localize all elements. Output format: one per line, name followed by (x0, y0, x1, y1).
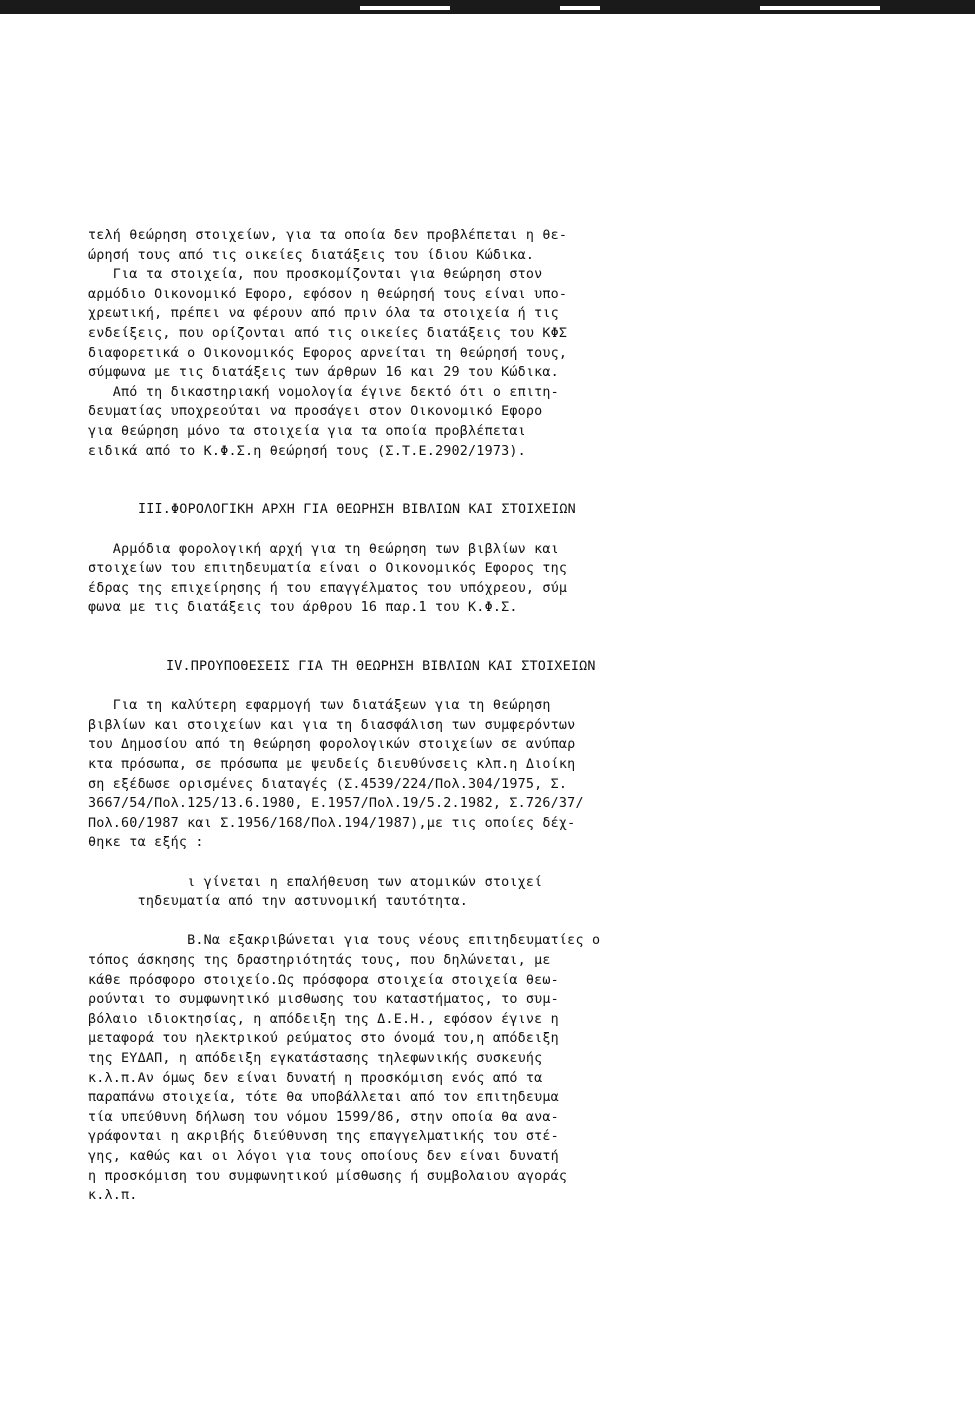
spacer (88, 618, 828, 638)
text-line: τία υπεύθυνη δήλωση του νόμου 1599/86, στην οποία θα ανα- (88, 1109, 559, 1125)
text-line: ρούνται το συμφωνητικό μισθωσης του καταστήματος, το συμ- (88, 992, 559, 1008)
text-line: ειδικά από το Κ.Φ.Σ.η θεώρησή τους (Σ.Τ.Ε.2902/1973). (88, 443, 526, 459)
text-line: βιβλίων και στοιχείων και για τη διασφάλιση των συμφερόντων (88, 717, 576, 733)
paragraph-armodia-arxi (88, 540, 828, 618)
paragraph-proscomizomena-stoixeia (88, 265, 828, 383)
text-line: Πολ.60/1987 και Σ.1956/168/Πολ.194/1987),με τις οποίες δέχ- (88, 815, 576, 831)
text-line: αρμόδιο Οικονομικό Εφορο, εφόσον η θεώρησή τους είναι υπο- (88, 286, 568, 302)
paragraph-nomologia (88, 383, 828, 461)
paragraph-proypotheseis (88, 696, 828, 853)
text-line: κάθε πρόσφορο στοιχείο.Ως πρόσφορα στοιχεία στοιχεία θεω- (88, 972, 559, 988)
list-item-a (88, 873, 828, 912)
scan-top-border (0, 0, 975, 14)
text-line: τόπος άσκησης της δραστηριότητάς τους, που δηλώνεται, με (88, 952, 551, 968)
spacer (88, 912, 828, 932)
text-line: ι γίνεται η επαλήθευση των ατομικών στοιχεί (88, 874, 543, 890)
section-heading-iv: IV.ΠΡΟΥΠΟΘΕΣΕΙΣ ΓΙΑ ΤΗ ΘΕΩΡΗΣΗ ΒΙΒΛΙΩΝ ΚΑΙ ΣΤΟΙΧΕΙΩΝ (166, 659, 596, 675)
text-line: τελή θεώρηση στοιχείων, για τα οποία δεν προβλέπεται η θε- (88, 228, 568, 243)
text-line: για θεώρηση μόνο τα στοιχεία για τα οποία προβλέπεται (88, 423, 526, 439)
text-line: Β.Να εξακριβώνεται για τους νέους επιτηδευματίες ο (88, 933, 601, 949)
text-line: ενδείξεις, που ορίζονται από τις οικείες διατάξεις του ΚΦΣ (88, 325, 568, 341)
text-line: Για τη καλύτερη εφαρμογή των διατάξεων για τη θεώρηση (88, 698, 551, 714)
text-line: έδρας της επιχείρησης ή του επαγγέλματος του υπόχρεου, σύμ (88, 580, 568, 596)
scan-border-gap (560, 6, 600, 10)
spacer (88, 637, 828, 657)
paragraph-continuation (88, 226, 828, 265)
text-line: μεταφορά του ηλεκτρικού ρεύματος στο όνομά του,η απόδειξη (88, 1031, 559, 1047)
spacer (88, 481, 828, 501)
text-line: Για τα στοιχεία, που προσκομίζονται για θεώρηση στον (88, 267, 543, 283)
spacer (88, 853, 828, 873)
text-line: παραπάνω στοιχεία, τότε θα υποβάλλεται από τον επιτηδευμα (88, 1090, 559, 1106)
text-line: φωνα με τις διατάξεις του άρθρου 16 παρ.1 του Κ.Φ.Σ. (88, 600, 518, 616)
spacer (88, 677, 828, 697)
text-line: κ.λ.π. (88, 1188, 138, 1204)
text-line: γης, καθώς και οι λόγοι για τους οποίους δεν είναι δυνατή (88, 1148, 559, 1164)
text-line: 3667/54/Πολ.125/13.6.1980, Ε.1957/Πολ.19/5.2.1982, Σ.726/37/ (88, 796, 584, 812)
document-body (88, 226, 828, 1206)
text-line: σύμφωνα με τις διατάξεις των άρθρων 16 και 29 του Κώδικα. (88, 365, 559, 381)
section-heading-iii: III.ΦΟΡΟΛΟΓΙΚΗ ΑΡΧΗ ΓΙΑ ΘΕΩΡΗΣΗ ΒΙΒΛΙΩΝ ΚΑΙ ΣΤΟΙΧΕΙΩΝ (138, 502, 576, 518)
list-item-b (88, 931, 828, 1205)
text-line: Αρμόδια φορολογική αρχή για τη θεώρηση των βιβλίων και (88, 541, 559, 557)
text-line: στοιχείων του επιτηδευματία είναι ο Οικονομικός Εφορος της (88, 561, 568, 577)
scan-border-gap (360, 6, 450, 10)
text-line: της ΕΥΔΑΠ, η απόδειξη εγκατάστασης τηλεφωνικής συσκευής (88, 1050, 543, 1066)
text-line: διαφορετικά ο Οικονομικός Εφορος αρνείται τη θεώρησή τους, (88, 345, 568, 361)
scan-border-gap (760, 6, 880, 10)
spacer (88, 520, 828, 540)
text-line: κτα πρόσωπα, σε πρόσωπα με ψευδείς διευθύνσεις κλπ.η Διοίκη (88, 757, 576, 773)
text-line: τηδευματία από την αστυνομική ταυτότητα. (88, 894, 469, 910)
text-line: δευματίας υποχρεούται να προσάγει στον Οικονομικό Εφορο (88, 404, 543, 420)
text-line: χρεωτική, πρέπει να φέρουν από πριν όλα τα στοιχεία ή τις (88, 306, 559, 322)
text-line: ση εξέδωσε ορισμένες διαταγές (Σ.4539/224/Πολ.304/1975, Σ. (88, 776, 568, 792)
text-line: ώρησή τους από τις οικείες διατάξεις του ίδιου Κώδικα. (88, 247, 535, 263)
text-line: Από τη δικαστηριακή νομολογία έγινε δεκτό ότι ο επιτη- (88, 384, 559, 400)
text-line: κ.λ.π.Αν όμως δεν είναι δυνατή η προσκόμιση ενός από τα (88, 1070, 543, 1086)
text-line: θηκε τα εξής : (88, 835, 204, 851)
spacer (88, 461, 828, 481)
text-line: η προσκόμιση του συμφωνητικού μίσθωσης ή συμβολαιου αγοράς (88, 1168, 568, 1184)
text-line: γράφονται η ακριβής διεύθυνση της επαγγελματικής του στέ- (88, 1129, 559, 1145)
text-line: του Δημοσίου από τη θεώρηση φορολογικών στοιχείων σε ανύπαρ (88, 737, 576, 753)
text-line: βόλαιο ιδιοκτησίας, η απόδειξη της Δ.Ε.Η., εφόσον έγινε η (88, 1011, 559, 1027)
